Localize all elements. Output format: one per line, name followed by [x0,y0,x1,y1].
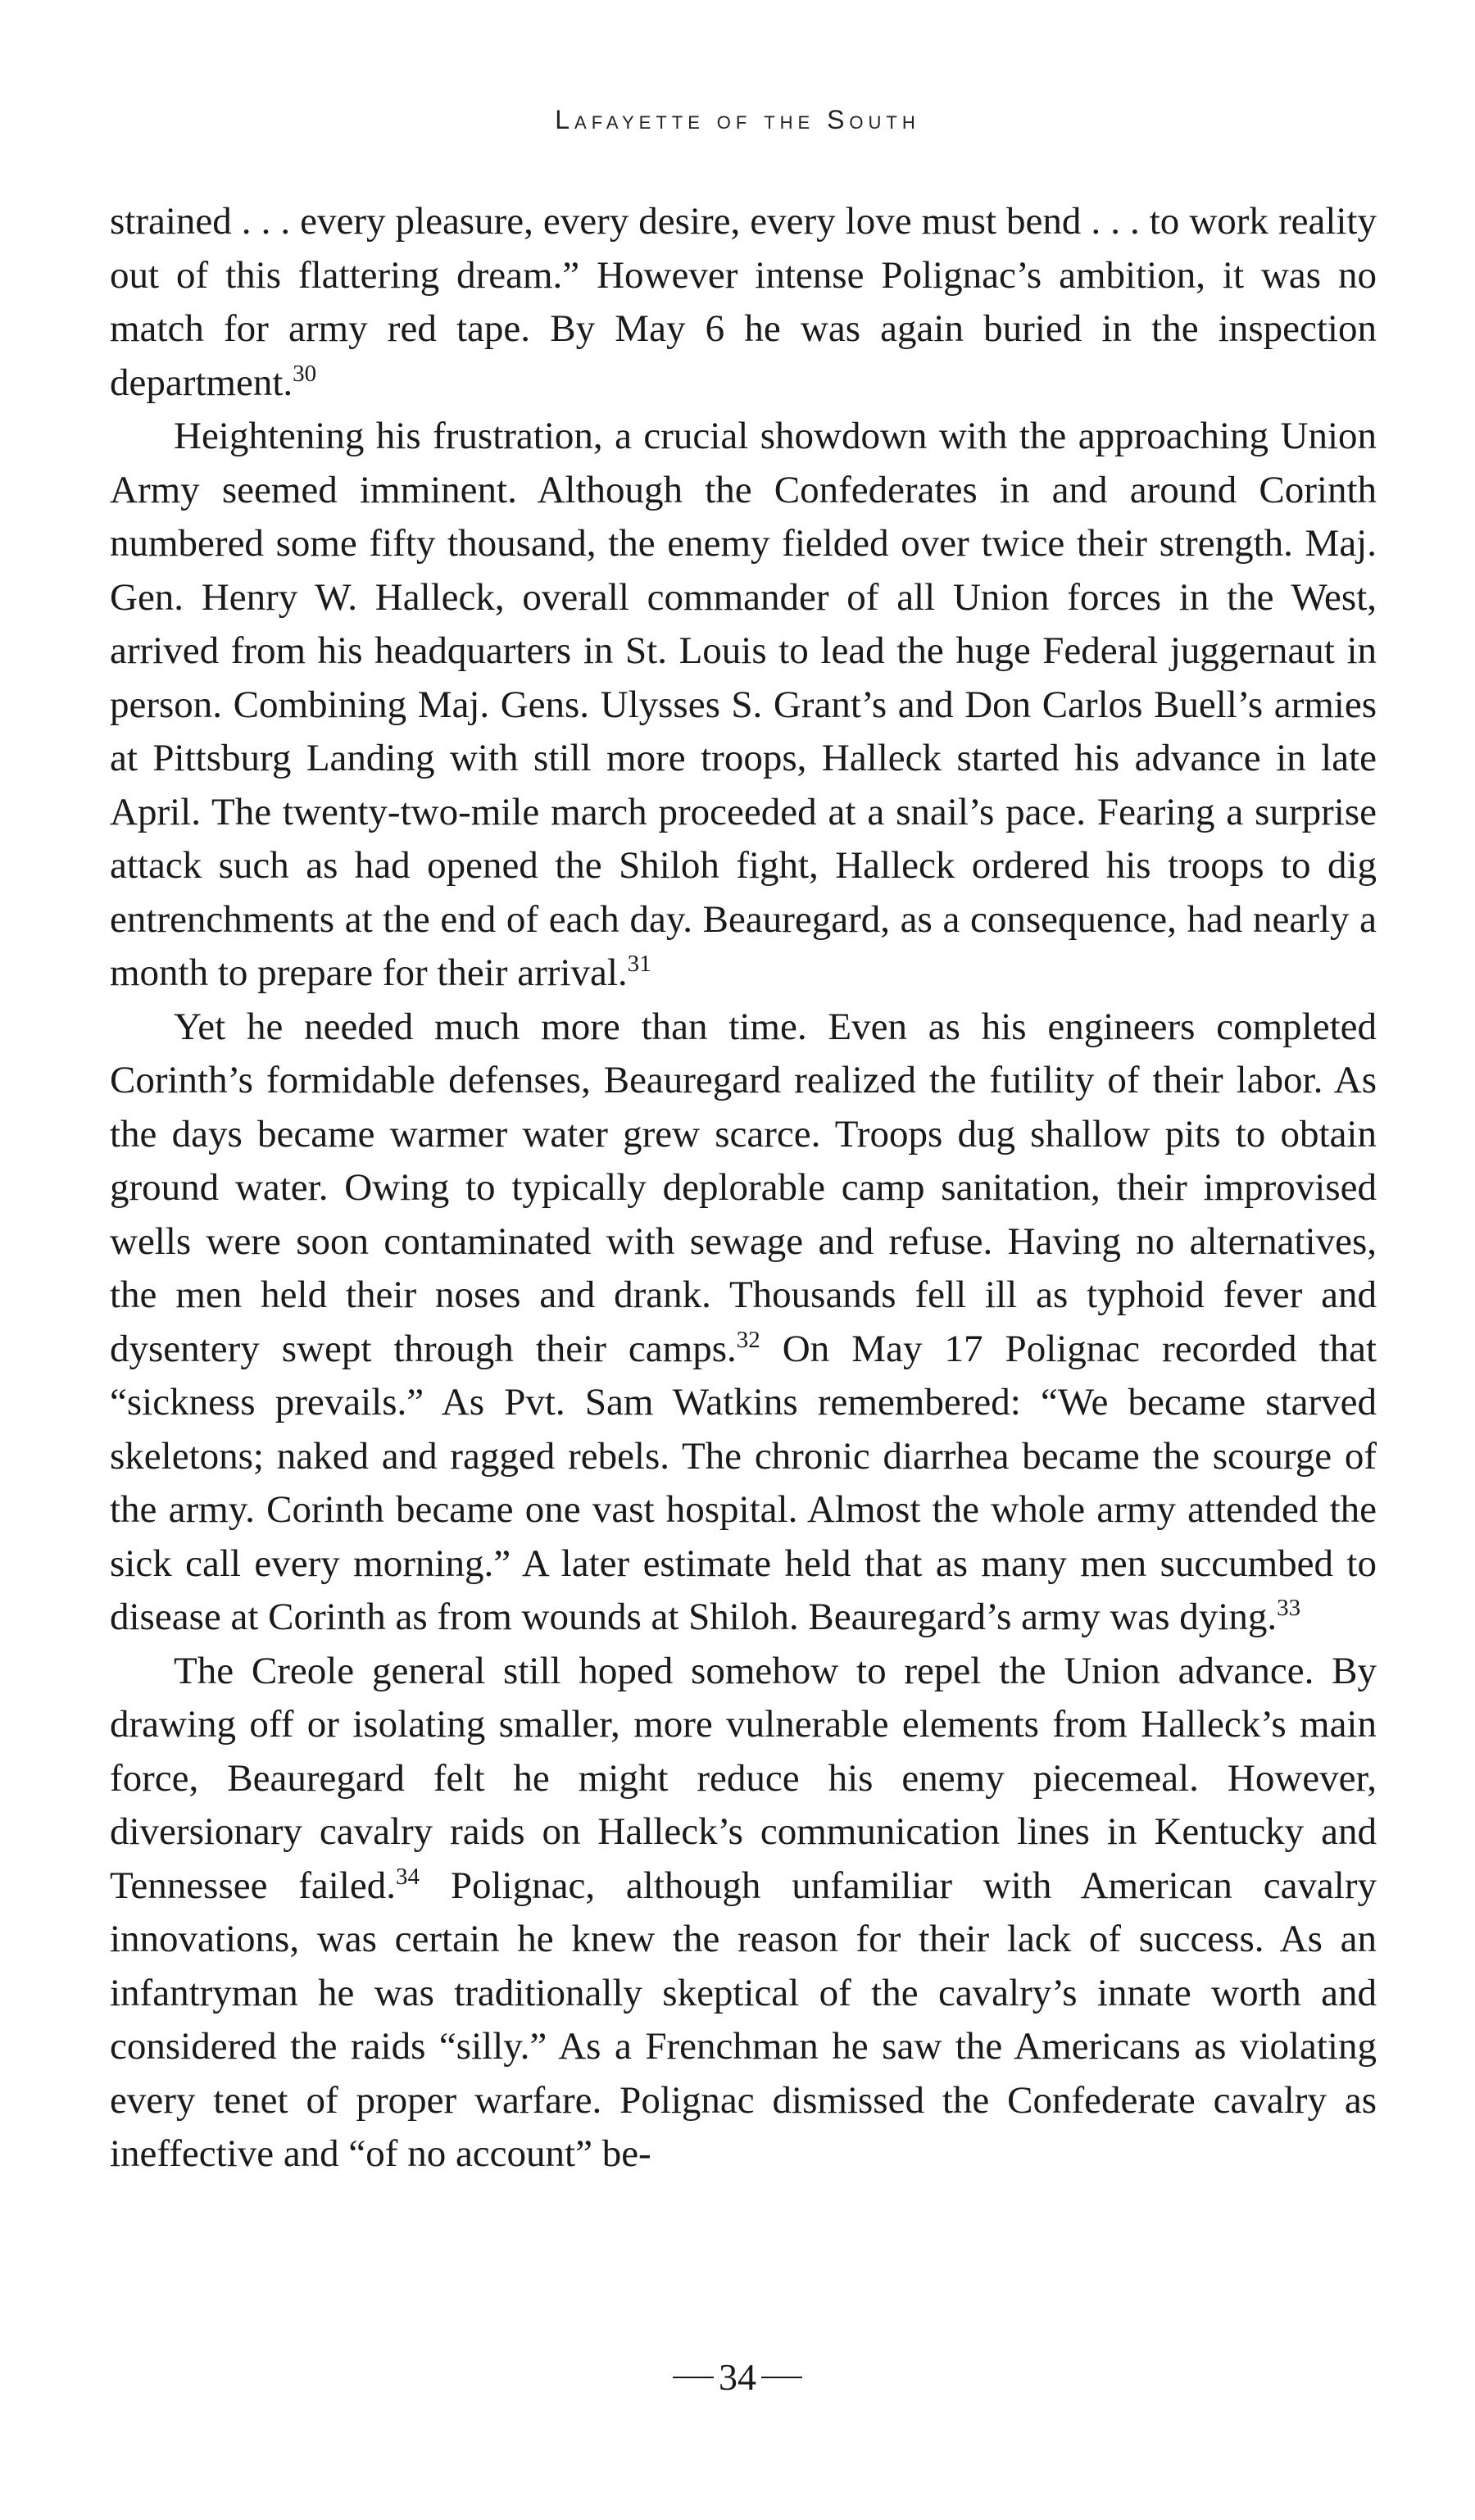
footnote-marker: 34 [396,1863,420,1890]
footnote-marker: 32 [736,1326,760,1353]
body-text [110,195,1377,2182]
footnote-marker: 31 [627,951,651,977]
footnote-marker: 33 [1277,1595,1301,1621]
text-run: On May 17 Polignac recorded that “sickness prevails.” As Pvt. Sam Watkins remembered: “We became starved skeletons; naked and ragged rebels. The chronic diarrhea became the scourge of the army. Corinth became one vast hospital. Almost the whole army attended the sick call every morning.” A later estimate held that as many men succumbed to disease at Corinth as from wounds at Shiloh. Beauregard’s army was dying. [110,1327,1377,1638]
text-run: The Creole general still hoped somehow to repel the Union advance. By drawing off or isolating smaller, more vulnerable elements from Halleck’s main force, Beauregard felt he might reduce his enemy piecemeal. However, diversionary cavalry raids on Halleck’s communication lines in Kentucky and Tennessee failed. [110,1649,1377,1907]
text-run: Heightening his frustration, a crucial showdown with the approaching Union Army seemed imminent. Although the Confederates in and around Corinth numbered some fifty thousand, the enemy fielded over twice their strength. Maj. Gen. Henry W. Halleck, overall commander of all Union forces in the West, arrived from his headquarters in St. Louis to lead the huge Federal juggernaut in person. Combining Maj. Gens. Ulysses S. Grant’s and Don Carlos Buell’s armies at Pittsburg Landing with still more troops, Halleck started his advance in late April. The twenty-two-mile march proceeded at a snail’s pace. Fearing a surprise attack such as had opened the Shiloh fight, Halleck ordered his troops to dig entrenchments at the end of each day. Beauregard, as a consequence, had nearly a month to prepare for their arrival. [110,415,1377,994]
paragraph [110,1645,1377,2182]
paragraph [110,410,1377,1001]
folio-dash-right [761,2377,802,2378]
text-run: Yet he needed much more than time. Even as his engineers completed Corinth’s formidable defenses, Beauregard realized the futility of their labor. As the days became warmer water grew scarce. Troops dug shallow pits to obtain ground water. Owing to typically deplorable camp sanitation, their improvised wells were soon contaminated with sewage and refuse. Having no alternatives, the men held their noses and drank. Thousands fell ill as typhoid fever and dysentery swept through their camps. [110,1005,1377,1370]
paragraph [110,195,1377,410]
running-head: Lafayette of the South [555,105,920,134]
footnote-marker: 30 [293,360,317,387]
page-folio [0,2355,1475,2399]
paragraph [110,1001,1377,1645]
folio-dash-left [673,2377,714,2378]
page-number: 34 [719,2356,756,2398]
text-run: strained . . . every pleasure, every desire, every love must bend . . . to work reality out of this flattering dream.” However intense Polignac’s ambition, it was no match for army red tape. By May 6 he was again buried in the inspection department. [110,200,1377,404]
text-run: Polignac, although unfamiliar with American cavalry innovations, was certain he knew the reason for their lack of success. As an infantryman he was traditionally skeptical of the cavalry’s innate worth and considered the raids “silly.” As a Frenchman he saw the Americans as violating every tenet of proper warfare. Polignac dismissed the Confederate cavalry as ineffective and “of no account” be- [110,1864,1377,2175]
